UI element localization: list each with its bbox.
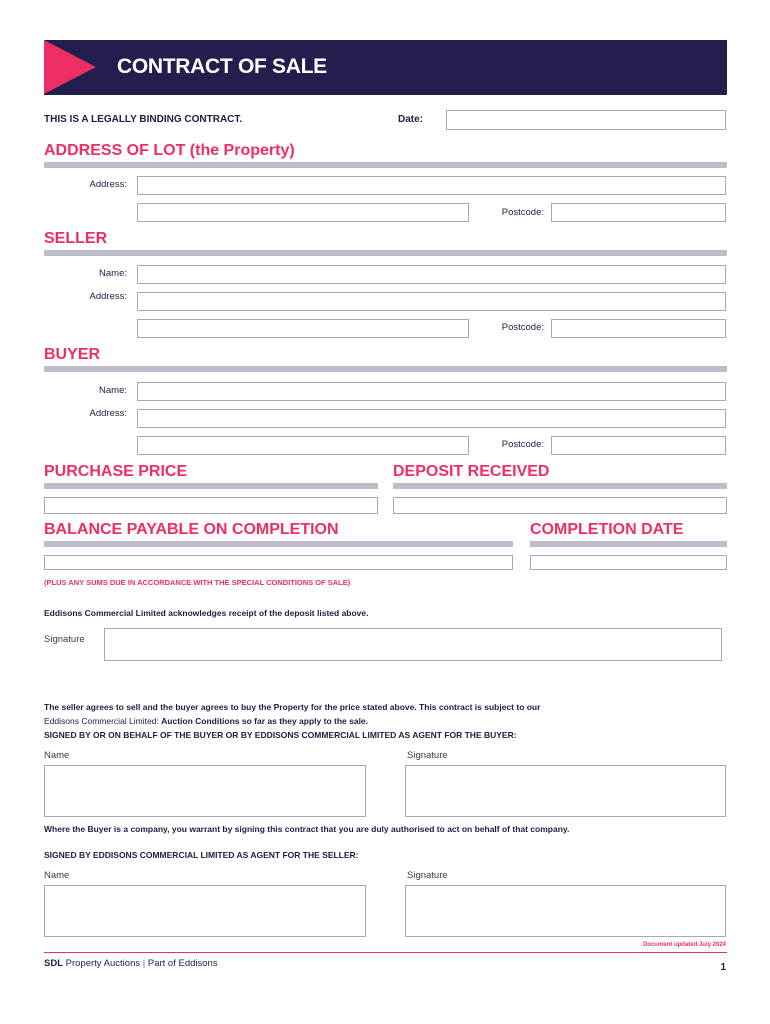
buyer-name-field[interactable]: [137, 382, 726, 401]
page-number: 1: [720, 962, 726, 973]
property-address-label: Address:: [89, 179, 127, 190]
seller-agent-name-field[interactable]: [44, 885, 366, 937]
buyer-sign-name-field[interactable]: [44, 765, 366, 817]
footer-rule: [44, 952, 727, 953]
seller-agent-signature-label: Signature: [407, 870, 448, 881]
section-rule: [44, 162, 727, 168]
seller-name-field[interactable]: [137, 265, 726, 284]
section-rule: [393, 483, 727, 489]
seller-address-label: Address:: [89, 291, 127, 302]
agreement-conditions-text: Auction Conditions so far as they apply to the sale.: [161, 716, 369, 726]
balance-field[interactable]: [44, 555, 513, 570]
footer-brand: [44, 958, 218, 969]
buyer-name-label: Name:: [99, 385, 127, 396]
agreement-text: The seller agrees to sell and the buyer agrees to buy the Property for the price stated above. This contract is subject to our: [44, 702, 541, 712]
section-rule: [44, 250, 727, 256]
buyer-address-label: Address:: [89, 408, 127, 419]
buyer-heading: BUYER: [44, 346, 101, 363]
section-rule: [530, 541, 727, 547]
date-field[interactable]: [446, 110, 726, 130]
header-arrow-icon: [44, 40, 96, 94]
seller-agent-name-label: Name: [44, 870, 70, 881]
deposit-received-field[interactable]: [393, 497, 727, 514]
property-postcode-field[interactable]: [551, 203, 726, 222]
seller-agent-text: SIGNED BY EDDISONS COMMERCIAL LIMITED AS AGENT FOR THE SELLER:: [44, 850, 359, 860]
deposit-signature-label: Signature: [44, 634, 85, 645]
seller-heading: SELLER: [44, 230, 108, 247]
document-updated: Document updated July 2024: [642, 942, 726, 948]
deposit-acknowledgement: Eddisons Commercial Limited acknowledges receipt of the deposit listed above.: [44, 608, 369, 618]
deposit-received-heading: DEPOSIT RECEIVED: [393, 463, 550, 480]
footer-brand-name: Property Auctions: [65, 958, 141, 969]
completion-date-field[interactable]: [530, 555, 727, 570]
purchase-price-heading: PURCHASE PRICE: [44, 463, 188, 480]
purchase-price-field[interactable]: [44, 497, 378, 514]
property-address-line1-field[interactable]: [137, 176, 726, 195]
agreement-conditions: [44, 716, 368, 726]
page-title: CONTRACT OF SALE: [117, 55, 327, 78]
section-rule: [44, 541, 513, 547]
buyer-signature-label: Signature: [407, 750, 448, 761]
property-postcode-label: Postcode:: [501, 207, 544, 218]
seller-address-line1-field[interactable]: [137, 292, 726, 311]
buyer-signed-by-text: SIGNED BY OR ON BEHALF OF THE BUYER OR BY EDDISONS COMMERCIAL LIMITED AS AGENT FOR THE BUYER:: [44, 730, 517, 740]
binding-notice: THIS IS A LEGALLY BINDING CONTRACT.: [44, 114, 243, 125]
company-warrant-text: Where the Buyer is a company, you warrant by signing this contract that you are duly authorised to act on behalf of that company.: [44, 824, 570, 834]
buyer-postcode-field[interactable]: [551, 436, 726, 455]
agreement-company: Eddisons Commercial Limited:: [44, 716, 162, 726]
footer-part-of: Part of Eddisons: [147, 958, 218, 969]
footer-brand-logo: SDL: [44, 958, 63, 969]
buyer-signature-field[interactable]: [405, 765, 726, 817]
balance-heading: BALANCE PAYABLE ON COMPLETION: [44, 521, 339, 538]
buyer-address-line1-field[interactable]: [137, 409, 726, 428]
seller-postcode-field[interactable]: [551, 319, 726, 338]
seller-address-line2-field[interactable]: [137, 319, 469, 338]
footer-separator: |: [142, 958, 146, 969]
section-rule: [44, 483, 378, 489]
seller-agent-signature-field[interactable]: [405, 885, 726, 937]
section-rule: [44, 366, 727, 372]
seller-postcode-label: Postcode:: [501, 322, 544, 333]
date-label: Date:: [398, 114, 424, 125]
buyer-name-sign-label: Name: [44, 750, 70, 761]
buyer-postcode-label: Postcode:: [501, 439, 544, 450]
special-conditions-note: (PLUS ANY SUMS DUE IN ACCORDANCE WITH THE SPECIAL CONDITIONS OF SALE): [44, 578, 351, 587]
buyer-address-line2-field[interactable]: [137, 436, 469, 455]
deposit-signature-field[interactable]: [104, 628, 722, 661]
completion-date-heading: COMPLETION DATE: [530, 521, 684, 538]
property-heading: ADDRESS OF LOT (the Property): [44, 142, 295, 159]
seller-name-label: Name:: [99, 268, 127, 279]
property-address-line2-field[interactable]: [137, 203, 469, 222]
